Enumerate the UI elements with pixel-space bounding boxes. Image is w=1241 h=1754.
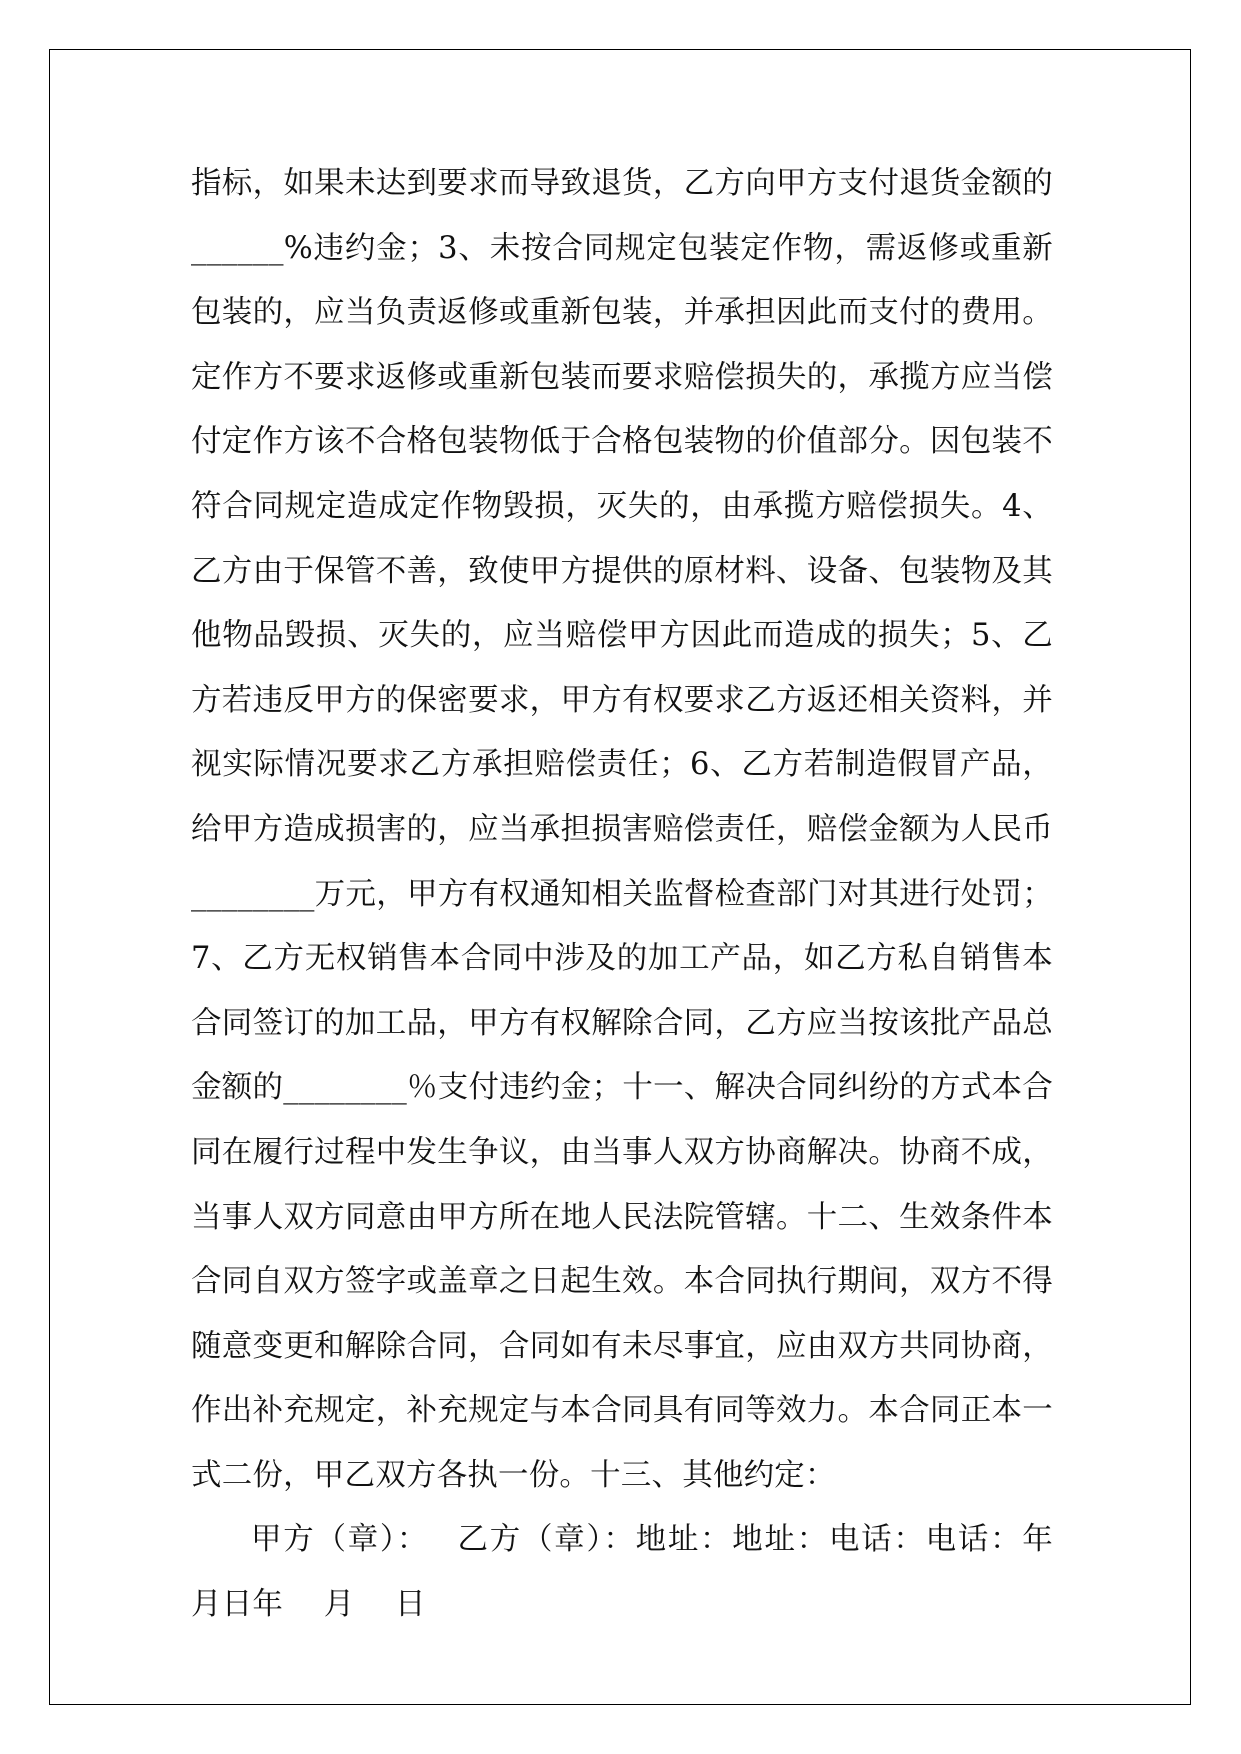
contract-text-block [191,152,1094,1638]
contract-body-paragraph: 指标，如果未达到要求而导致退货，乙方向甲方支付退货金额的______%违约金；3、未按合同规定包装定作物，需返修或重新包装的，应当负责返修或重新包装，并承担因此而支付的费用。定作方不要求返修或重新包装而要求赔偿损失的，承揽方应当偿付定作方该不合格包装物低于合格包装物的价值部分。因包装不符合同规定造成定作物毁损，灭失的，由承揽方赔偿损失。4、乙方由于保管不善，致使甲方提供的原材料、设备、包装物及其他物品毁损、灭失的，应当赔偿甲方因此而造成的损失；5、乙方若违反甲方的保密要求，甲方有权要求乙方返还相关资料，并视实际情况要求乙方承担赔偿责任；6、乙方若制造假冒产品，给甲方造成损害的，应当承担损害赔偿责任，赔偿金额为人民币________万元，甲方有权通知相关监督检查部门对其进行处罚；7、乙方无权销售本合同中涉及的加工产品，如乙方私自销售本合同签订的加工品，甲方有权解除合同，乙方应当按该批产品总金额的________％支付违约金；十一、解决合同纠纷的方式本合同在履行过程中发生争议，由当事人双方协商解决。协商不成，当事人双方同意由甲方所在地人民法院管辖。十二、生效条件本合同自双方签字或盖章之日起生效。本合同执行期间，双方不得随意变更和解除合同，合同如有未尽事宜，应由双方共同协商，作出补充规定，补充规定与本合同具有同等效力。本合同正本一式二份，甲乙双方各执一份。十三、其他约定： [191,166,1053,1493]
signature-line: 甲方（章）： 乙方（章）：地址：地址：电话：电话：年 月日年 月 日 [191,1522,1094,1623]
